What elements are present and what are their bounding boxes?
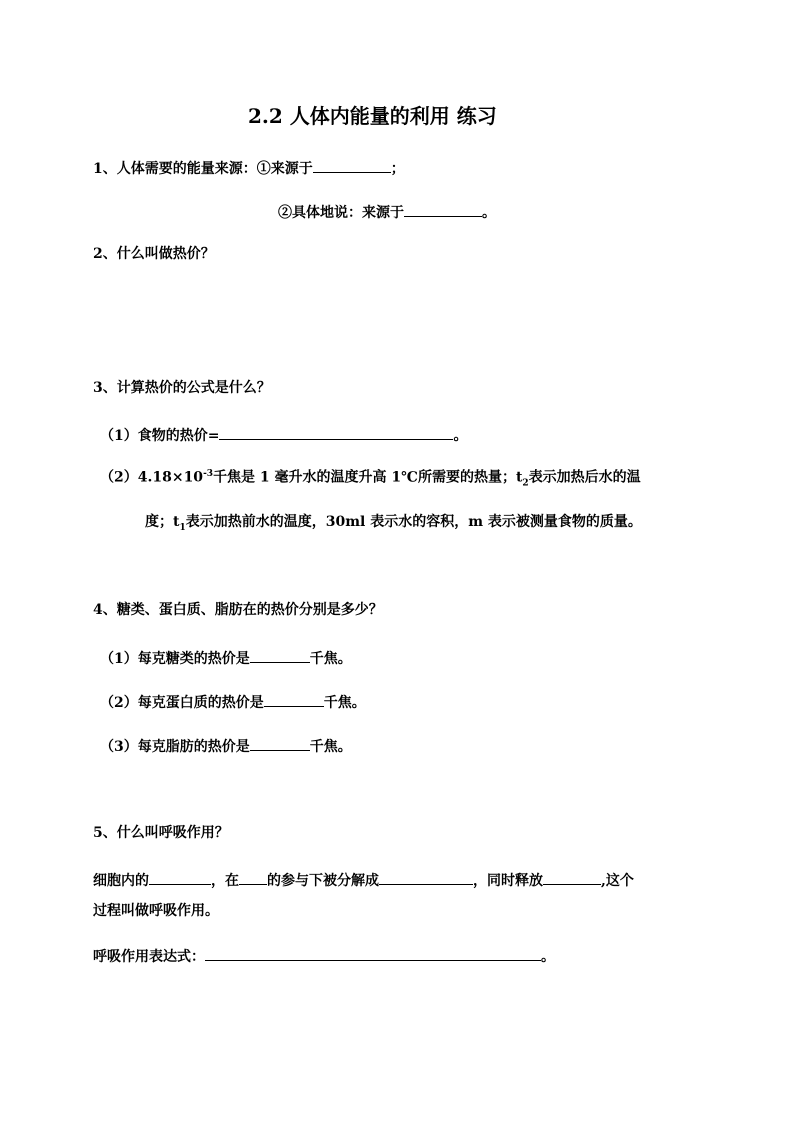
paragraph-text: 的参与下被分解成: [267, 873, 379, 889]
answer-blank[interactable]: [239, 870, 267, 885]
item-text: （2）4.18×10: [100, 469, 204, 486]
item-label: （1）每克糖类的热价是: [100, 651, 250, 667]
answer-blank[interactable]: [379, 870, 473, 885]
subscript: 2: [522, 478, 529, 489]
answer-blank[interactable]: [264, 692, 324, 707]
item-label: （1）食物的热价=: [100, 428, 220, 444]
item-label: （2）每克蛋白质的热价是: [100, 695, 264, 711]
paragraph-text: 细胞内的: [93, 873, 149, 889]
subscript: 1: [179, 522, 186, 533]
question-5-paragraph-line-2: 过程叫做呼吸作用。: [93, 903, 219, 919]
item-text: 度；t: [145, 514, 180, 530]
question-3-item-2-line-2: [145, 514, 642, 534]
question-1-line-2: [278, 202, 496, 222]
page-title: 2.2 人体内能量的利用 练习: [248, 104, 497, 128]
question-4-item-1: [100, 648, 352, 668]
question-5-text: 5、什么叫呼吸作用？: [93, 825, 229, 841]
punctuation: 。: [541, 949, 555, 965]
answer-blank[interactable]: [543, 870, 601, 885]
question-2-text: 2、什么叫做热价？: [93, 246, 215, 262]
question-4-text: 4、糖类、蛋白质、脂肪在的热价分别是多少？: [93, 602, 383, 618]
question-1-subtext: ②具体地说：来源于: [278, 205, 404, 221]
item-unit: 千焦。: [309, 739, 352, 755]
answer-blank[interactable]: [313, 158, 391, 173]
expression-label: 呼吸作用表达式：: [93, 949, 205, 965]
answer-blank[interactable]: [250, 736, 310, 751]
item-unit: 千焦。: [309, 651, 352, 667]
item-text: 千焦是 1 毫升水的温度升高 1℃所需要的热量；t: [213, 469, 523, 486]
paragraph-text: ，在: [211, 873, 239, 889]
answer-blank[interactable]: [205, 946, 541, 961]
exponent: -3: [203, 469, 214, 479]
question-4-item-3: [100, 736, 352, 756]
paragraph-text: ,这个: [601, 873, 634, 889]
question-5-paragraph-line-1: [93, 870, 634, 890]
question-3-text: 3、计算热价的公式是什么？: [93, 380, 271, 396]
punctuation: ；: [390, 161, 405, 177]
item-unit: 千焦。: [323, 695, 366, 711]
question-3-item-2-line-1: [100, 469, 641, 489]
item-text: 表示加热后水的温: [528, 469, 641, 486]
item-label: （3）每克脂肪的热价是: [100, 739, 250, 755]
question-3-item-1: [100, 425, 467, 445]
question-4-item-2: [100, 692, 366, 712]
punctuation: 。: [482, 205, 496, 221]
answer-blank[interactable]: [404, 202, 482, 217]
answer-blank[interactable]: [250, 648, 310, 663]
question-1-line-1: [93, 158, 405, 178]
punctuation: 。: [453, 428, 468, 444]
answer-blank[interactable]: [219, 425, 453, 440]
paragraph-text: ，同时释放: [473, 873, 543, 889]
item-text: 表示加热前水的温度，30ml 表示水的容积，m 表示被测量食物的质量。: [185, 514, 642, 530]
answer-blank[interactable]: [149, 870, 211, 885]
question-1-text: 1、人体需要的能量来源：①来源于: [93, 161, 313, 177]
question-5-expression: [93, 946, 555, 966]
